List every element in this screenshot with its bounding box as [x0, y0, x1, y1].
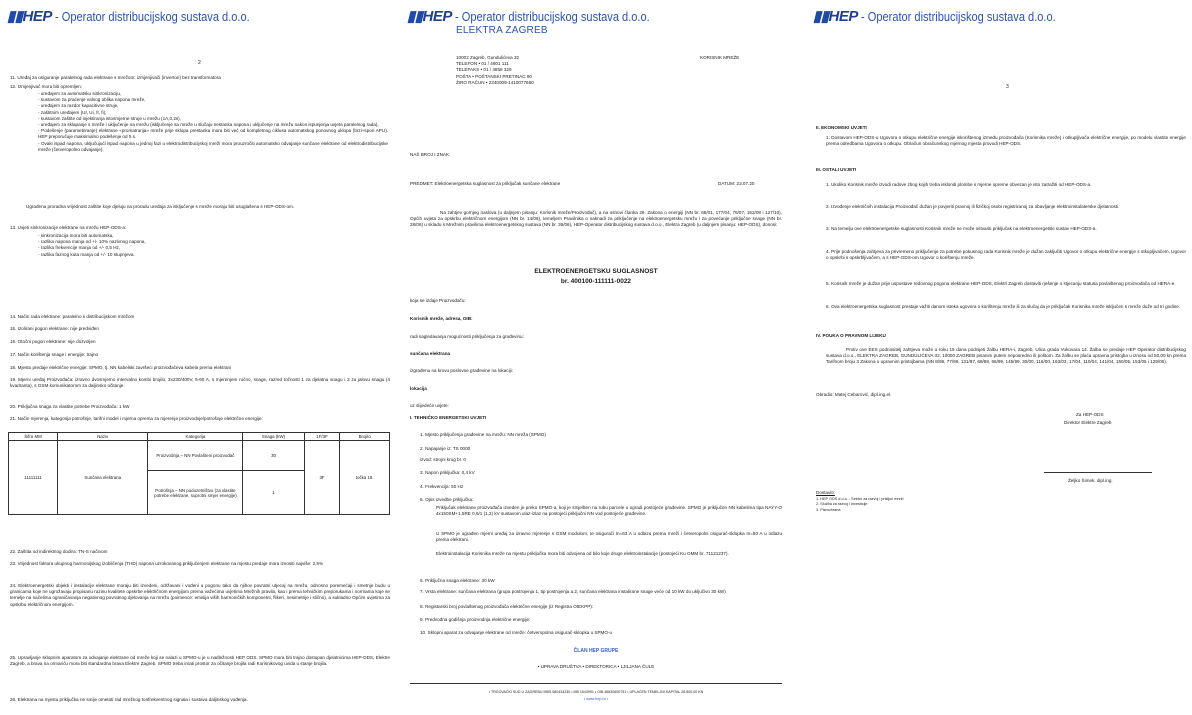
section-technical: I. TEHNIČKO ENERGETSKI UVJETI: [410, 415, 487, 420]
footer-website: • www.hep.hr •: [583, 697, 609, 701]
footer-registry: • TRGOVAČKI SUD U ZAGREBU MBS 080434230 • MB 1643991 • OIB 46830600751 • UPLAĆEN TEMELJNI KAPITAL 28.800.00 KN: [488, 690, 704, 694]
tech-item-5: 5. Opis izvedbe priključka:: [420, 497, 474, 502]
table-cell: 30: [243, 441, 304, 471]
address-line: TELEFON • 01 / 4601 111: [456, 61, 509, 67]
tech-item-10: 10. Sklopni aparat za odvajanje elektrane od mreže: četveropolna osigurač-sklopka u SPMO-u: [420, 630, 613, 635]
item-26: 26. Elektrana na mjestu priključka ne smije ometati rad mrežnog tonfrekventnog signala i sustava daljinskog vođenja.: [10, 697, 248, 702]
list-item: - razlika frekvencije manja od +/- 0,5 Hz,: [38, 245, 121, 251]
table-cell: Sunčana elektrana: [58, 441, 148, 515]
delivery-title: Dostaviti:: [816, 490, 835, 495]
table-cell: 3F: [304, 441, 340, 515]
item-11: 11. Uređaj za osiguranje paralelnog rada elektrane s mrežom: izmjenjivači (invertori) bez transformatora: [10, 75, 221, 80]
hep-logo: ▮▮HEP: [813, 8, 858, 25]
table-header: Snaga (kW): [243, 433, 304, 441]
signature-role: Direktor Elektre Zagreb: [1064, 420, 1112, 425]
user-label: Korisnik mreže, adresa, OIB:: [410, 316, 473, 321]
metering-table: [8, 432, 390, 515]
tech-item-3: 3. Napon priključka: 0,4 kV: [420, 470, 475, 475]
table-row: [9, 441, 390, 471]
table-cell: Potrošnja – NN poduzetništvo (za vlastite potrebe elektrane, suprotni smjer energije): [148, 471, 243, 515]
other-item-6: 6. Ova elektroenergetska suglasnost prestaje važiti danom isteka ugovora o korištenju mreže ili za slučaj da je priključak Korisnika mreže isključen s mreže duže od tri godine.: [826, 304, 1181, 309]
hep-letterhead: [407, 7, 684, 25]
tech-item-5-text-3: Elektroinstalacija Korisnika mreže na mjestu priključka mora biti odvojena od bilo koje druge elektroinstalacije (postojeći Ku OMM br. 71121237).: [436, 551, 729, 556]
table-header: Naziv: [58, 433, 148, 441]
hep-letterhead: [7, 7, 284, 25]
list-item: - zaštitnim uređajem (Ur, Ui, fr, fi),: [38, 109, 107, 115]
table-header: Brojilo: [340, 433, 390, 441]
tech-item-5-text-2: U SPMO je ugrađen mjerni uređaj za izravno mjerenje s GSM modulom, te osigurači In=63 A u odlazu prema mreži i četveropolni osigurač-sklopka In=50 A u odlazu prema elektrani.: [436, 531, 782, 543]
tech-item-1: 1. Mjesto priključenja građevine na mrežu: NN mreža (SPMO): [420, 432, 546, 437]
location-intro: izgrađenu na krovu poslovne građevine na lokaciji:: [410, 368, 513, 373]
list-item: - Podešenje (parametriranje) elektrane «promatranja» mreže prije sklopa prestanka mora biti već od kompletnog ciklusa automatskog ponovnog uklopa (brzi+spori APU). HEP preporučuje maksimalno podešenje od 5 s.: [38, 128, 388, 140]
list-item: - sinkronizacija mora biti automatska,: [38, 233, 114, 238]
item-21: 21. Način mjerenja, kategorija potrošnje, tarifni model i mjerna oprema za mjerenje proizvodnje/potrošnje električne energije:: [10, 416, 263, 421]
item-12-list: [38, 91, 388, 153]
list-item: 3. Pismohrana: [816, 507, 841, 512]
list-item: - razlika faznog kuta manja od +/- 10 stupnjeva.: [38, 251, 135, 257]
other-item-1: 1. Ukoliko Korisnik mreže izvodi radove zbog kojih treba iskloniti plombe s mjerne opreme obvezan je isto zatražiti od HEP-ODS-a.: [826, 182, 1092, 187]
table-cell: 11111111: [9, 441, 58, 515]
hep-group-label: ČLAN HEP GRUPE: [573, 648, 619, 654]
item-18: 18. Mjesto predaje električne energije: SPMO, tj. NN kabelski završeci proizvođačeva kabela prema elektrani: [10, 365, 232, 370]
list-item: - uređajem za automatsku sinkronizaciju,: [38, 91, 122, 96]
page-number: 3: [1006, 84, 1009, 90]
subject: PREDMET: Elektroenergetska suglasnost za priključak sunčane elektrane: [410, 181, 561, 186]
economic-item-1: 1. Dostavom HEP-ODS-u Ugovora o otkupu električne energije iskorištenog između proizvođača (Korisnika mreže) i otkupljivača električne energije, po modelu vlastite energije prema odredbama Ugovora o otkupu. Obračun obračunskog mjernog mjesta provodi HEP-ODS.: [826, 135, 1186, 147]
hep-logo: ▮▮HEP: [7, 8, 52, 25]
document-page-1: [0, 0, 398, 715]
other-item-2: 2. Izvođenje električnih instalacija Proizvođač dužan je povjeriti pravnoj ili fizičkoj osobi registriranoj za obavljanje elektroinstalaterske djelatnosti.: [826, 204, 1120, 209]
document-number: br. 400100-111111-0022: [560, 278, 632, 285]
address-block: [456, 55, 616, 86]
tech-item-7: 7. Vrsta elektrane: sunčana elektrana (grupa postrojenja 1, tip postrojenja a.2, sunčana elektrana instalirane snage veće od 10 kW do uključivo 30 kW): [420, 589, 726, 594]
reference: NAŠ BROJ I ZNAK:: [410, 152, 451, 157]
item-25: 25. Upravljanje sklopnim aparatom za odvajanje elektrane od mreže koji se nalazi u SPMO-u je u nadležnosti HEP ODS. SPMO mora biti trajno dostupan djelatnicima HEP-ODS, Elektre Zagreb, a brava na ormariću mora biti standardna brava Elektre Zagreb. SPMO treba imati prostor za očitanje brojila radi Korisnikovog uvida u stanje brojila.: [10, 655, 390, 667]
signature-line: [1044, 472, 1152, 473]
tech-item-9: 9. Predvođna godišnja proizvodnja električne energije:: [420, 617, 531, 622]
footer-divider: [410, 683, 782, 684]
item-24: 24. Elektroenergetski objekti i instalacije elektrane moraju biti izvedeni, održavani i vođeni u pogonu tako da njihov povratni utjecaj na mrežu, odnosno poremećaji i smetnje budu u granicama koje ne ugrožavaju propisanu razinu kvalitete opskrbe električnom energijom prema važećima uvjetima Mrežnih pravila, kao i prema tehničkim preporukama i normama koje se temelje na načelima ograničavanja negativnog povratnog djelovanja na mrežu (poimence: emisija viših harmoničkih komponenti, flikeri, nesimetrije i slično), a sukladno Općim uvjetima za opskrbu električnom energijom.: [10, 583, 390, 607]
table-cell: Proizvodnja – NN Povlašteni proizvođač: [148, 441, 243, 471]
address-line: TELEFAKS • 01 / 4858 329: [456, 67, 512, 73]
list-item: - sustavom za praćenje valnog oblika napona mreže,: [38, 97, 146, 103]
item-12: 12. Izmjenjivač mora biti opremljen:: [10, 84, 82, 89]
other-item-5: 5. Korisnik mreže je dužan prije uspostave redovnog pogona elektrane HEP-ODS, Elektri Zagreb dostaviti rješenje o stjecanju statusa povlaštenog proizvođača od HERA-e.: [826, 281, 1176, 286]
list-item: - uređajem za razdor kapacitivne struje,: [38, 103, 119, 109]
elektra-zagreb-label: ELEKTRA ZAGREB: [456, 25, 548, 36]
section-legal: IV. POUKA O PRAVNOM LIJEKU: [816, 333, 886, 338]
list-item: - sustavom zaštite od injektiranja istosmjerne struje u mrežu (1A,0,2s),: [38, 115, 181, 121]
table-header: Kategorija: [148, 433, 243, 441]
company-name: - Operator distribucijskog sustava d.o.o.: [454, 8, 650, 24]
delivery-list: [816, 497, 1016, 513]
prepared-by: Obradio: Matej Cebarović, dipl.ing.el.: [816, 392, 892, 397]
signature-name: Željko Šimek, dipl.ing.: [1068, 478, 1113, 483]
table-cell: 1: [243, 471, 304, 515]
item-22: 22. Zaštita od indirektnog dodira: TN-S načinom: [10, 549, 108, 554]
section-other: III. OSTALI UVJETI: [816, 167, 857, 172]
item-12-note: Ugrađena proradna vrijednost zaštite koje djeluju na proradu uređaja za isključenje s mreže moraju biti usuglašena s HEP-ODS-om.: [26, 204, 295, 209]
item-19: 19. Mjerni uređaj Proizvođača: izravno dvosmjerno intervalno kombi brojilo, 3x230/400V, 5-60 A, s mjerenjem ručno, snage, razred točnosti 1 za djelatnu snagu i 2 za jalovu snagu (4 kvadranta), s GSM komunikatorom za daljinsko očitanje.: [10, 377, 390, 389]
date: DATUM: 23.07.20: [718, 181, 755, 186]
list-item: - uređajem za sklapanje s mreže i uključenje na mrežu (isključenje sa mreže u slučaju nestanka napona i uključenje na mrežu nakon ispunjenja uvjeta paralelnog rada),: [38, 122, 379, 128]
building: sunčana elektrana: [410, 351, 451, 356]
address-line: ŽIRO RAČUN • 2340009-1410077660: [456, 79, 534, 85]
tech-item-5-text: Priključak elektrane proizvođača izveden je preko SPMO-a, koji je smješten na rubu parcele u ogradi postojeće građevine. SPMO je priključen NN kabelima tipa NAYY-O 4x150SM+1,5RE 0,6/1 (1,2) kV sustavom ulaz-izlaz na postojeći priključni NN vod postojeće građevine.: [436, 505, 782, 517]
other-item-3: 3. Na temelju ove elektroenergetske suglasnosti Korisnik mreže ne može ostvariti priključak na elektroenergetski sustav HEP-ODS-a.: [826, 226, 1097, 231]
list-item: 1. HEP ODS d.o.o. - Sektor za razvoj i priključ mreži: [816, 497, 904, 501]
document-page-2: [400, 0, 792, 715]
tech-item-4: 4. Frekvencija: 50 Hz: [420, 484, 464, 489]
item-16: 16. Otočni pogon elektrane: nije dozvoljen: [10, 339, 96, 344]
hep-letterhead: [813, 7, 1090, 25]
address-line: POŠTA • POŠTANSKI PRETINAC 90: [456, 73, 532, 79]
recipient: KORISNIK MREŽE: [700, 55, 740, 60]
list-item: - Ovaki ispad napona, uključujući ispad napona u jednoj fazi u elektrodistribucijskoj mreži mora prouzročiti automatsko odvajanje sunčane elektrane od elektrodistribucijske mreže (četveropolno odvajanje).: [38, 140, 388, 152]
document-title: ELEKTROENERGETSKU SUGLASNOST: [534, 268, 658, 275]
item-20: 20. Priključna snaga za vlastite potrebe Proizvođača: 1 kW: [10, 404, 130, 409]
item-14: 14. Način rada elektrane: paralelno s distribucijskom mrežom: [10, 314, 135, 319]
address-line: 10002 Zagreb, Gundulićeva 32: [456, 55, 520, 60]
list-item: - razlika napona manja od +/- 10% nazivnog napona,: [38, 239, 146, 245]
table-header-row: [9, 433, 390, 441]
item-15: 15. Izolirani pogon elektrane: nije predviđen: [10, 326, 99, 331]
location: lokacija: [410, 386, 427, 391]
table-header: 1F/3F: [304, 433, 340, 441]
item-13: 13. Uvjeti sinkronizacije elektrane na mrežu HEP-ODS-a:: [10, 225, 127, 230]
tech-item-2: 2. Napajanje iz: TS 0000: [420, 446, 471, 451]
item-23: 23. Vrijednost faktora ukupnog harmonijskog izobličenja (THD) napona uzrokovanog priključenjem elektrane na mjestu predaje mora iznositi najviše: 2,5%: [10, 561, 324, 566]
reason: radi sagledavanja mogućnosti priključenja za građevinu:: [410, 334, 524, 339]
conditions: uz slijedeće uvjete:: [410, 403, 449, 408]
company-name: - Operator distribucijskog sustava d.o.o.: [54, 8, 250, 24]
management-line: • UPRAVA DRUŠTVA • DIREKTORICA • LJILJANA ČULE: [537, 664, 655, 669]
issued-to: koja se izdaje Proizvođaču:: [410, 298, 466, 303]
page-number: 2: [198, 60, 201, 66]
section-economic: II. EKONOMSKI UVJETI: [816, 125, 867, 130]
intro-paragraph: Na zahtjev gornjeg naslova (u daljnjem pisanju: Korisnik mreže/Proizvođač), a na osnovi članka 29. Zakona o energiji (NN br. 68/01, 177/04, 76/07, 152/08 i 127/10), Općih uvjeta za opskrbu električnom energijom (NN br. 14/06), temeljem Pravilnika o naknadi za priključenje na elektroenergetsku mrežu i za povećanje priključne snage (NN br. 28/06) u skladu s Mrežnim pravilima elektroenergetskog sustava (NN br. 36/06), HEP-Operator distribucijskog sustava d.o.o., Elektra Zagreb (u daljnjem pisanju: HEP-ODS), donosi:: [410, 210, 782, 228]
tech-item-2b: izvod: strojni krug br. 0: [420, 457, 466, 462]
company-name: - Operator distribucijskog sustava d.o.o.: [860, 8, 1056, 24]
other-item-4: 4. Prije podnošenja zahtjeva za privremeno priključenje za potrebe pokusnog rada Korisnik mreže je dužan zaključiti Ugovor o otkupu električne energije s otkupljivačem, Ugovor o opskrbi s opskrbljivačem, a s HEP-ODS-om Ugovor o korištenju mreže.: [826, 249, 1186, 261]
item-13-list: [38, 233, 378, 258]
item-17: 17. Način korištenja snage i energije: trajno: [10, 352, 99, 357]
document-page-3: [806, 0, 1192, 715]
tech-item-6: 6. Priključna snaga elektrane: 30 kW: [420, 578, 495, 583]
hep-logo: ▮▮HEP: [407, 8, 452, 25]
list-item: 2. Služba za razvoj i investicije: [816, 502, 868, 507]
table-cell: točka 19.: [340, 441, 390, 515]
signature-org: Za HEP-ODS: [1076, 412, 1104, 417]
table-header: Šifra MM: [9, 433, 58, 441]
legal-text: Protiv ove EES podnositelj zahtjeva može u roku 15 dana podnijeti žalbu HERA-i, Zagreb, Ulica grada Vukovara 14. Žalba se predaje HEP Operator distribucijskog sustava d.o.o., ELEKTRA ZAGREB, GUNDULIĆEVA 32, 10000 ZAGREB pisanim putem neposredno ili poštom. Za žalbu se plaća upravna pristojba u iznosu od 50,00 kn prema Tarifnom broju 3 Zakona o upravnim pristojbama (NN 8/96, 77/96, 131/97, 68/98, 66/99, 145/99, 30/00, 116/00, 163/03, 17/04, 110/04, 141/04, 150/05, 153/05 i 129/06).: [826, 347, 1186, 365]
tech-item-8: 8. Registarski broj povlaštenog proizvođača električne energije (iz Registra OIEKPP):: [420, 604, 594, 609]
